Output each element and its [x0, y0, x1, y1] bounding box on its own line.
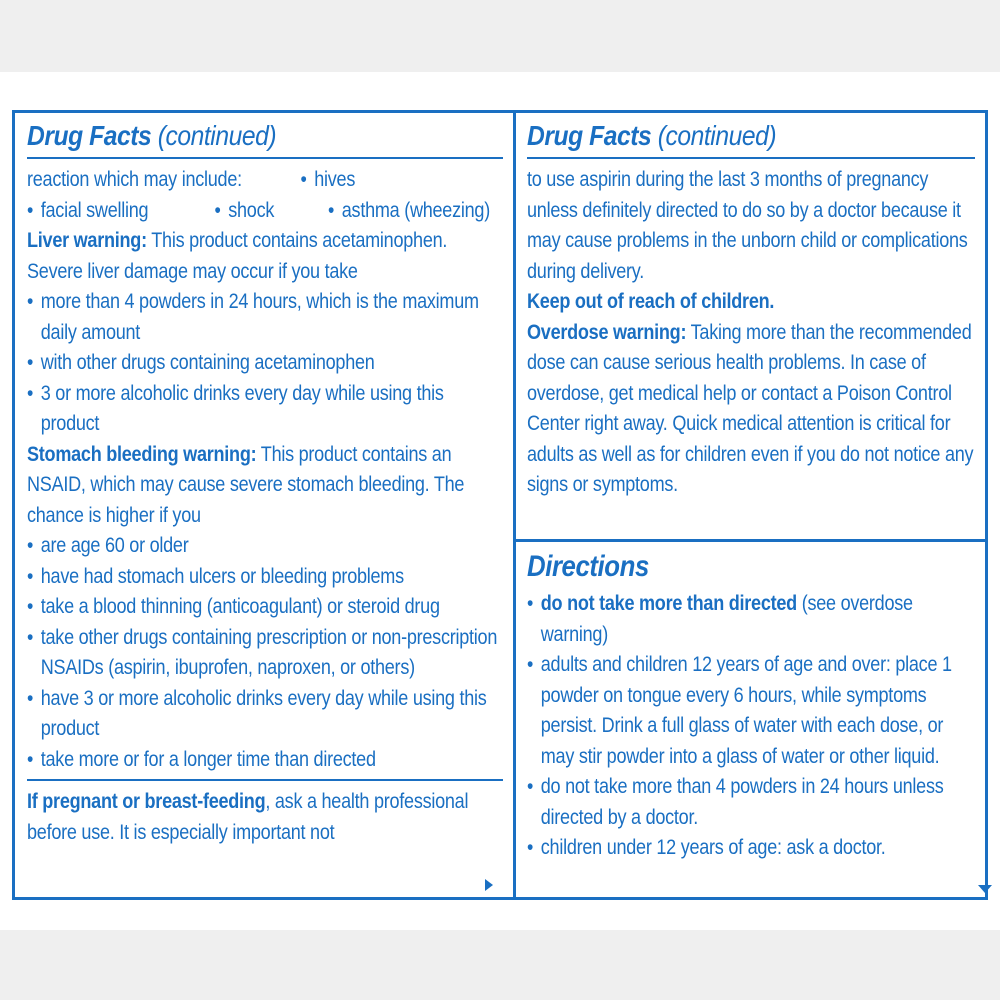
liver-warning — [27, 226, 502, 287]
stomach-bullet: • have had stomach ulcers or bleeding problems — [27, 562, 502, 593]
right-heading-rest: (continued) — [651, 120, 777, 151]
directions-bullet — [527, 589, 974, 650]
right-heading-bold: Drug Facts — [527, 120, 652, 151]
stomach-warning-title: Stomach bleeding warning: — [27, 442, 257, 466]
left-heading — [27, 119, 446, 153]
reaction-row-2 — [27, 196, 502, 227]
overdose-text: Taking more than the recommended dose can cause serious health problems. In case of overdose, get medical help or contact a Poison Control Center right away. Quick medical attention is critical for adults as well as for children even if you do not notice any signs or symptoms. — [527, 320, 974, 496]
directions-bullet: • adults and children 12 years of age and over: place 1 powder on tongue every 6 hours, while symptoms persist. Drink a full glass of water with each dose, or may stir powder into a glass of water or other liquid. — [527, 650, 974, 772]
directions-heading: Directions — [527, 550, 649, 583]
left-heading-bold: Drug Facts — [27, 120, 152, 151]
drug-facts-frame — [12, 110, 988, 900]
continue-arrow-icon — [485, 879, 493, 891]
directions-bullet: • do not take more than 4 powders in 24 hours unless directed by a doctor. — [527, 772, 974, 833]
stomach-warning-text: This product contains an NSAID, which may cause severe stomach bleeding. The chance is higher if you — [27, 442, 465, 527]
reaction-item: • facial swelling — [27, 196, 214, 227]
liver-bullet: • more than 4 powders in 24 hours, which is the maximum daily amount — [27, 287, 502, 348]
left-column — [15, 113, 513, 897]
pregnancy-continued: to use aspirin during the last 3 months of pregnancy unless definitely directed to do so by a doctor because it may cause problems in the unborn child or complications during delivery. — [527, 168, 968, 283]
stomach-bullet: • take more or for a longer time than directed — [27, 745, 502, 776]
liver-bullet: • with other drugs containing acetaminophen — [27, 348, 502, 379]
keep-out-warning: Keep out of reach of children. — [527, 290, 775, 313]
pregnancy-title: If pregnant or breast-feeding — [27, 790, 266, 813]
directions-section — [527, 549, 975, 864]
reaction-item: • asthma (wheezing) — [328, 196, 490, 227]
liver-warning-title: Liver warning: — [27, 229, 147, 252]
directions-rule — [516, 539, 985, 542]
left-heading-rule — [27, 157, 503, 159]
liver-warning-text: This product contains acetaminophen. Severe liver damage may occur if you take — [27, 229, 448, 283]
right-heading — [527, 119, 921, 153]
overdose-warning — [527, 318, 974, 501]
pregnancy-text: , ask a health professional before use. It is especially important not — [27, 790, 469, 844]
reaction-line: reaction which may include: — [27, 168, 242, 191]
pregnancy-block — [27, 787, 502, 848]
left-body — [27, 165, 502, 775]
left-section-rule — [27, 779, 503, 781]
directions-first-bold: do not take more than directed — [540, 592, 797, 615]
reaction-item: • hives — [300, 165, 355, 196]
stomach-bullet: • have 3 or more alcoholic drinks every day while using this product — [27, 684, 502, 745]
liver-bullet: • 3 or more alcoholic drinks every day while using this product — [27, 379, 502, 440]
right-column — [516, 113, 985, 897]
directions-first-rest: (see overdose warning) — [540, 592, 913, 646]
reaction-row-1 — [27, 165, 502, 196]
stomach-bullet: • are age 60 or older — [27, 531, 502, 562]
reaction-item: • shock — [214, 196, 328, 227]
continue-down-arrow-icon — [978, 885, 992, 893]
pregnancy-warning — [27, 787, 502, 848]
right-heading-rule — [527, 157, 975, 159]
stomach-bullet: • take a blood thinning (anticoagulant) or steroid drug — [27, 592, 502, 623]
overdose-title: Overdose warning: — [527, 320, 687, 344]
left-heading-rest: (continued) — [151, 120, 277, 151]
directions-bullet: • children under 12 years of age: ask a doctor. — [527, 833, 974, 864]
stomach-bullet: • take other drugs containing prescription or non-prescription NSAIDs (aspirin, ibuprofen, naproxen, or others) — [27, 623, 502, 684]
right-body — [527, 165, 974, 501]
stomach-warning — [27, 440, 502, 532]
directions-body — [527, 589, 974, 864]
